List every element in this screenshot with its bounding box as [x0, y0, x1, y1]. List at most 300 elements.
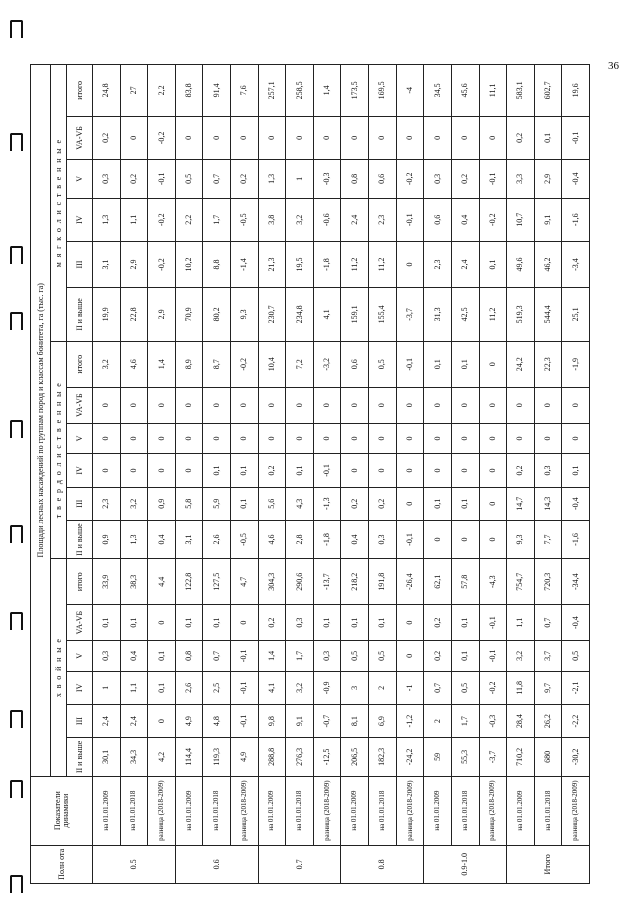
value-cell: 5,9 — [203, 487, 231, 520]
value-cell: 754,7 — [507, 559, 535, 605]
value-cell: 0 — [451, 387, 479, 423]
value-cell: 80,2 — [203, 288, 231, 342]
value-cell: 290,6 — [286, 559, 314, 605]
value-cell: 1,7 — [203, 198, 231, 241]
class-header: итого — [67, 559, 93, 605]
value-cell: 0,1 — [203, 605, 231, 641]
class-header: V — [67, 641, 93, 672]
value-cell: -1,6 — [562, 198, 590, 241]
value-cell: 0 — [313, 116, 341, 159]
value-cell: 4,6 — [258, 520, 286, 558]
value-cell: 28,4 — [507, 704, 535, 737]
table-row — [341, 65, 369, 884]
value-cell: 0,5 — [341, 641, 369, 672]
table-row — [313, 65, 341, 884]
class-header: II и выше — [67, 520, 93, 558]
value-cell: -0,1 — [562, 116, 590, 159]
value-cell: 0 — [369, 423, 397, 454]
value-cell: 2,2 — [175, 198, 203, 241]
value-cell: 519,3 — [507, 288, 535, 342]
value-cell: 0 — [369, 387, 397, 423]
polnota-cell: 0.7 — [258, 845, 341, 883]
value-cell: 0 — [93, 423, 121, 454]
value-cell: 0,1 — [479, 242, 507, 288]
value-cell: -1,8 — [313, 520, 341, 558]
value-cell: 8,1 — [341, 704, 369, 737]
value-cell: 0 — [396, 487, 424, 520]
value-cell: 0 — [396, 605, 424, 641]
table-row — [369, 65, 397, 884]
value-cell: 191,8 — [369, 559, 397, 605]
table-row — [120, 65, 148, 884]
value-cell: 9,1 — [286, 704, 314, 737]
value-cell: 0,5 — [175, 160, 203, 198]
value-cell: 173,5 — [341, 65, 369, 117]
value-cell: 4,2 — [148, 738, 176, 776]
value-cell: 0 — [451, 520, 479, 558]
value-cell: 0,6 — [424, 198, 452, 241]
value-cell: 91,4 — [203, 65, 231, 117]
value-cell: 0,1 — [534, 116, 562, 159]
value-cell: -0,2 — [479, 671, 507, 704]
value-cell: 2,9 — [120, 242, 148, 288]
class-header: IV — [67, 671, 93, 704]
value-cell: 276,3 — [286, 738, 314, 776]
value-cell: 25,1 — [562, 288, 590, 342]
value-cell: 0,1 — [148, 641, 176, 672]
value-cell: 0,2 — [507, 116, 535, 159]
value-cell: 0,3 — [369, 520, 397, 558]
value-cell: 2,6 — [175, 671, 203, 704]
value-cell: -3,7 — [479, 738, 507, 776]
indicator-label: на 01.01.2009 — [93, 776, 121, 845]
value-cell: 0 — [175, 387, 203, 423]
value-cell: 4,3 — [286, 487, 314, 520]
value-cell: 8,7 — [203, 341, 231, 387]
value-cell: 0,2 — [424, 605, 452, 641]
binder-hole — [10, 525, 23, 543]
value-cell: 0,1 — [562, 454, 590, 487]
value-cell: 0,2 — [369, 487, 397, 520]
value-cell: 0 — [424, 387, 452, 423]
value-cell: 1,3 — [93, 198, 121, 241]
value-cell: 19,9 — [93, 288, 121, 342]
value-cell: 3,1 — [93, 242, 121, 288]
indicator-label: на 01.01.2009 — [507, 776, 535, 845]
polnota-cell: 0.5 — [93, 845, 176, 883]
value-cell: 3,7 — [534, 641, 562, 672]
value-cell: 0,3 — [313, 641, 341, 672]
value-cell: 0,7 — [424, 671, 452, 704]
value-cell: 11,2 — [369, 242, 397, 288]
value-cell: 710,2 — [507, 738, 535, 776]
value-cell: 0 — [369, 116, 397, 159]
binder-hole — [10, 246, 23, 264]
value-cell: 0 — [507, 387, 535, 423]
table-row — [424, 65, 452, 884]
value-cell: 0,5 — [369, 341, 397, 387]
value-cell: 182,3 — [369, 738, 397, 776]
value-cell: 0,1 — [231, 487, 259, 520]
value-cell: 206,5 — [341, 738, 369, 776]
value-cell: 0 — [341, 454, 369, 487]
value-cell: 2,8 — [286, 520, 314, 558]
value-cell: -0,9 — [313, 671, 341, 704]
value-cell: -2,1 — [562, 671, 590, 704]
value-cell: 0,6 — [341, 341, 369, 387]
value-cell: 0 — [341, 387, 369, 423]
polnota-cell: Итого — [507, 845, 590, 883]
value-cell: 2,6 — [203, 520, 231, 558]
value-cell: 0,1 — [203, 454, 231, 487]
indicator-label: на 01.01.2009 — [424, 776, 452, 845]
value-cell: 42,5 — [451, 288, 479, 342]
indicator-label: разница (2018-2009) — [479, 776, 507, 845]
value-cell: 0 — [507, 423, 535, 454]
value-cell: 83,8 — [175, 65, 203, 117]
value-cell: 70,9 — [175, 288, 203, 342]
value-cell: 9,1 — [534, 198, 562, 241]
forest-area-table — [30, 64, 590, 884]
value-cell: 4,6 — [120, 341, 148, 387]
value-cell: 0,8 — [341, 160, 369, 198]
value-cell: -0,1 — [313, 454, 341, 487]
value-cell: 0,9 — [148, 487, 176, 520]
value-cell: -0,2 — [148, 242, 176, 288]
value-cell: 0 — [148, 387, 176, 423]
value-cell: 0,5 — [562, 641, 590, 672]
value-cell: 11,2 — [479, 288, 507, 342]
indicator-label: на 01.01.2018 — [451, 776, 479, 845]
value-cell: -1,4 — [231, 242, 259, 288]
value-cell: 46,2 — [534, 242, 562, 288]
value-cell: 0 — [175, 454, 203, 487]
value-cell: -0,4 — [562, 160, 590, 198]
value-cell: 4,9 — [175, 704, 203, 737]
header-indicators: Показатели динамики — [31, 776, 93, 845]
indicator-label: на 01.01.2018 — [369, 776, 397, 845]
class-header: V — [67, 160, 93, 198]
table-row — [534, 65, 562, 884]
value-cell: 14,7 — [507, 487, 535, 520]
value-cell: 2,4 — [341, 198, 369, 241]
value-cell: 38,3 — [120, 559, 148, 605]
value-cell: -0,1 — [396, 341, 424, 387]
value-cell: 0,2 — [341, 487, 369, 520]
value-cell: 304,3 — [258, 559, 286, 605]
value-cell: 10,2 — [175, 242, 203, 288]
indicator-label: на 01.01.2009 — [258, 776, 286, 845]
value-cell: 0 — [286, 116, 314, 159]
value-cell: 0,6 — [369, 160, 397, 198]
class-header: V — [67, 423, 93, 454]
value-cell: -1,6 — [562, 520, 590, 558]
value-cell: 3,3 — [507, 160, 535, 198]
value-cell: -0,4 — [562, 487, 590, 520]
value-cell: 0 — [93, 387, 121, 423]
value-cell: -1,3 — [313, 487, 341, 520]
value-cell: 0 — [120, 423, 148, 454]
value-cell: -24,2 — [396, 738, 424, 776]
value-cell: 0,1 — [369, 605, 397, 641]
value-cell: -1,8 — [313, 242, 341, 288]
indicator-label: разница (2018-2009) — [148, 776, 176, 845]
value-cell: 4,9 — [231, 738, 259, 776]
value-cell: 9,3 — [507, 520, 535, 558]
value-cell: 24,8 — [93, 65, 121, 117]
class-header: II и выше — [67, 288, 93, 342]
value-cell: 1 — [286, 160, 314, 198]
value-cell: 0 — [451, 454, 479, 487]
value-cell: 9,3 — [231, 288, 259, 342]
value-cell: 0,3 — [93, 641, 121, 672]
value-cell: 2,3 — [93, 487, 121, 520]
value-cell: -0,5 — [231, 520, 259, 558]
value-cell: 2 — [369, 671, 397, 704]
value-cell: 2,9 — [148, 288, 176, 342]
value-cell: 3,2 — [286, 671, 314, 704]
value-cell: 0,1 — [175, 605, 203, 641]
value-cell: 0,2 — [93, 116, 121, 159]
value-cell: 11,2 — [341, 242, 369, 288]
value-cell: 0 — [258, 116, 286, 159]
value-cell: 0,7 — [203, 160, 231, 198]
value-cell: -26,4 — [396, 559, 424, 605]
table-row — [396, 65, 424, 884]
value-cell: 0 — [148, 605, 176, 641]
value-cell: 0,1 — [231, 454, 259, 487]
value-cell: 4,1 — [258, 671, 286, 704]
value-cell: 24,2 — [507, 341, 535, 387]
binder-hole — [10, 312, 23, 330]
value-cell: 0,4 — [148, 520, 176, 558]
value-cell: 1,1 — [507, 605, 535, 641]
value-cell: 9,8 — [258, 704, 286, 737]
group-header-softwood: м я г к о л и с т в е н н ы е — [51, 65, 67, 342]
table-row — [203, 65, 231, 884]
value-cell: 119,3 — [203, 738, 231, 776]
group-header-hardwood: т в е р д о л и с т в е н н ы е — [51, 341, 67, 558]
value-cell: 0,1 — [120, 605, 148, 641]
value-cell: -3,7 — [396, 288, 424, 342]
value-cell: -0,1 — [231, 704, 259, 737]
value-cell: 2 — [424, 704, 452, 737]
value-cell: 14,3 — [534, 487, 562, 520]
value-cell: 0 — [175, 116, 203, 159]
value-cell: 0 — [120, 387, 148, 423]
value-cell: 0 — [203, 423, 231, 454]
binder-hole — [10, 612, 23, 630]
value-cell: -1,9 — [562, 341, 590, 387]
class-header: итого — [67, 65, 93, 117]
table-row — [93, 65, 121, 884]
value-cell: 21,3 — [258, 242, 286, 288]
value-cell: 45,6 — [451, 65, 479, 117]
value-cell: 0,2 — [507, 454, 535, 487]
value-cell: 0 — [396, 641, 424, 672]
value-cell: 34,3 — [120, 738, 148, 776]
value-cell: -0,1 — [479, 605, 507, 641]
value-cell: 0 — [120, 454, 148, 487]
value-cell: 0,3 — [286, 605, 314, 641]
value-cell: 1,1 — [120, 198, 148, 241]
value-cell: 7,2 — [286, 341, 314, 387]
page-number: 36 — [608, 60, 619, 72]
value-cell: 0 — [479, 387, 507, 423]
value-cell: 127,5 — [203, 559, 231, 605]
value-cell: 3,2 — [120, 487, 148, 520]
table-row — [451, 65, 479, 884]
value-cell: 0,2 — [258, 454, 286, 487]
value-cell: 5,8 — [175, 487, 203, 520]
binder-hole — [10, 780, 23, 798]
value-cell: 257,1 — [258, 65, 286, 117]
value-cell: 0 — [424, 520, 452, 558]
value-cell: 0,4 — [341, 520, 369, 558]
value-cell: 26,2 — [534, 704, 562, 737]
value-cell: 0 — [479, 423, 507, 454]
binder-hole — [10, 20, 23, 38]
value-cell: 169,5 — [369, 65, 397, 117]
class-header: итого — [67, 341, 93, 387]
value-cell: 0 — [148, 454, 176, 487]
value-cell: 0,5 — [369, 641, 397, 672]
value-cell: 0 — [120, 116, 148, 159]
value-cell: 680 — [534, 738, 562, 776]
value-cell: -4,3 — [479, 559, 507, 605]
binder-hole — [10, 875, 23, 893]
binder-hole — [10, 710, 23, 728]
value-cell: 1 — [93, 671, 121, 704]
value-cell: 30,1 — [93, 738, 121, 776]
value-cell: 0,2 — [120, 160, 148, 198]
value-cell: -3,2 — [313, 341, 341, 387]
value-cell: 4,4 — [148, 559, 176, 605]
value-cell: 55,3 — [451, 738, 479, 776]
indicator-label: разница (2018-2009) — [562, 776, 590, 845]
value-cell: -34,4 — [562, 559, 590, 605]
value-cell: 62,1 — [424, 559, 452, 605]
value-cell: 9,7 — [534, 671, 562, 704]
value-cell: 2,3 — [424, 242, 452, 288]
value-cell: 0,1 — [451, 605, 479, 641]
value-cell: 3 — [341, 671, 369, 704]
indicator-label: разница (2018-2009) — [313, 776, 341, 845]
value-cell: 4,7 — [231, 559, 259, 605]
value-cell: 0,2 — [258, 605, 286, 641]
class-header: II и выше — [67, 738, 93, 776]
value-cell: 31,3 — [424, 288, 452, 342]
value-cell: -13,7 — [313, 559, 341, 605]
value-cell: 0 — [203, 116, 231, 159]
value-cell: -0,1 — [479, 641, 507, 672]
value-cell: 2,5 — [203, 671, 231, 704]
value-cell: 2,4 — [451, 242, 479, 288]
value-cell: 19,5 — [286, 242, 314, 288]
value-cell: 0 — [424, 454, 452, 487]
value-cell: 59 — [424, 738, 452, 776]
value-cell: -0,3 — [313, 160, 341, 198]
value-cell: 0 — [479, 487, 507, 520]
value-cell: -0,3 — [479, 704, 507, 737]
class-header: VA-VБ — [67, 116, 93, 159]
value-cell: -0,1 — [396, 520, 424, 558]
value-cell: 0 — [231, 387, 259, 423]
value-cell: 0,1 — [93, 605, 121, 641]
class-header: III — [67, 242, 93, 288]
value-cell: 10,4 — [258, 341, 286, 387]
value-cell: 0 — [562, 387, 590, 423]
value-cell: 583,1 — [507, 65, 535, 117]
value-cell: 0,1 — [313, 605, 341, 641]
value-cell: 49,6 — [507, 242, 535, 288]
value-cell: 0 — [451, 116, 479, 159]
value-cell: 0,1 — [424, 341, 452, 387]
value-cell: 720,3 — [534, 559, 562, 605]
value-cell: 0 — [286, 387, 314, 423]
value-cell: 11,8 — [507, 671, 535, 704]
value-cell: 0,7 — [203, 641, 231, 672]
class-header: VA-VБ — [67, 605, 93, 641]
value-cell: -0,2 — [396, 160, 424, 198]
value-cell: 1,4 — [313, 65, 341, 117]
value-cell: 22,3 — [534, 341, 562, 387]
table-row — [175, 65, 203, 884]
value-cell: -4 — [396, 65, 424, 117]
value-cell: 8,8 — [203, 242, 231, 288]
value-cell: 0 — [396, 454, 424, 487]
value-cell: 1,3 — [120, 520, 148, 558]
value-cell: 1,7 — [451, 704, 479, 737]
value-cell: 3,2 — [507, 641, 535, 672]
value-cell: 0 — [451, 423, 479, 454]
value-cell: 7,6 — [231, 65, 259, 117]
value-cell: 2,4 — [120, 704, 148, 737]
table-body — [93, 65, 590, 884]
indicator-label: на 01.01.2009 — [341, 776, 369, 845]
indicator-label: разница (2018-2009) — [231, 776, 259, 845]
value-cell: 6,9 — [369, 704, 397, 737]
value-cell: 0 — [258, 387, 286, 423]
value-cell: -0,2 — [148, 116, 176, 159]
value-cell: 122,8 — [175, 559, 203, 605]
value-cell: 3,8 — [258, 198, 286, 241]
value-cell: -0,4 — [562, 605, 590, 641]
value-cell: 5,6 — [258, 487, 286, 520]
value-cell: 0,3 — [534, 454, 562, 487]
value-cell: 114,4 — [175, 738, 203, 776]
value-cell: 0,2 — [451, 160, 479, 198]
value-cell: -0,1 — [396, 198, 424, 241]
value-cell: 1,4 — [148, 341, 176, 387]
value-cell: 10,7 — [507, 198, 535, 241]
binder-hole — [10, 420, 23, 438]
value-cell: 0,1 — [451, 641, 479, 672]
value-cell: 0 — [479, 341, 507, 387]
value-cell: 602,7 — [534, 65, 562, 117]
value-cell: 7,7 — [534, 520, 562, 558]
rotated-table-container — [30, 64, 590, 884]
value-cell: 0 — [175, 423, 203, 454]
value-cell: 0 — [203, 387, 231, 423]
value-cell: -1,2 — [396, 704, 424, 737]
class-header-row — [67, 65, 93, 884]
value-cell: 4,1 — [313, 288, 341, 342]
class-header: IV — [67, 198, 93, 241]
value-cell: 1,1 — [120, 671, 148, 704]
value-cell: 2,4 — [93, 704, 121, 737]
binder-holes — [10, 0, 26, 905]
